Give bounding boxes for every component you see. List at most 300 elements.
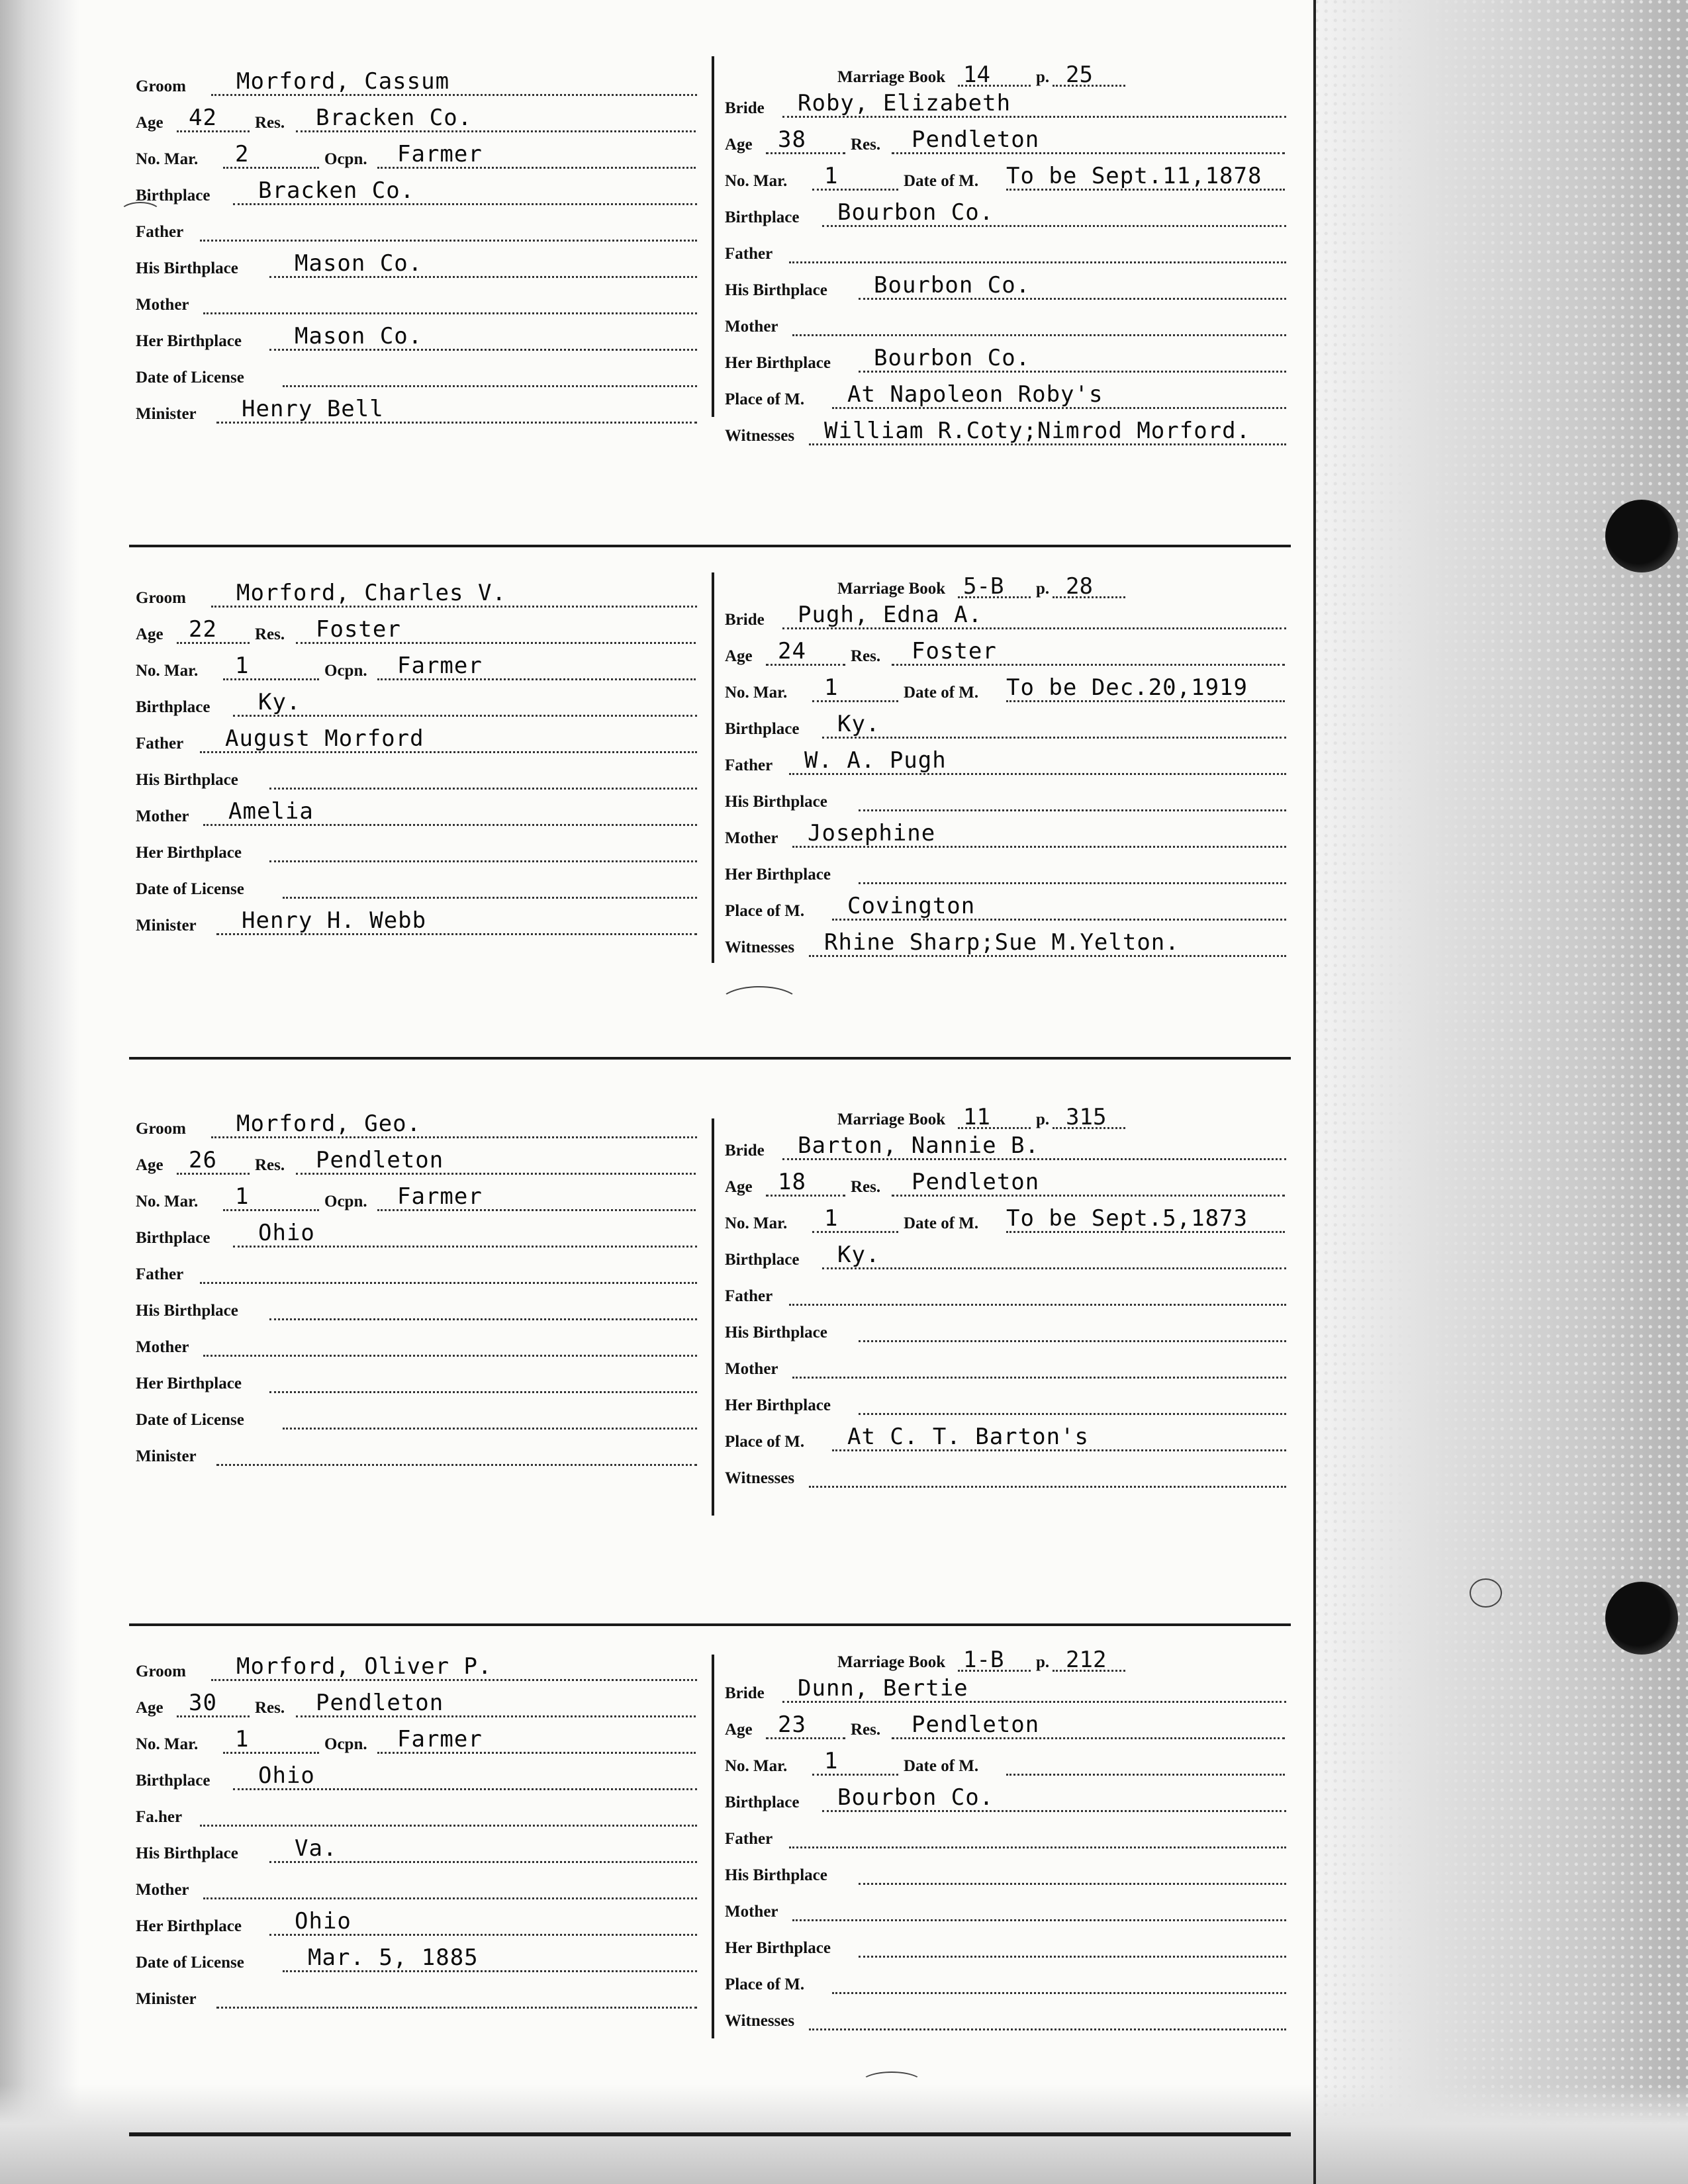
- label-age: Age: [136, 625, 164, 643]
- label-mother: Mother: [725, 318, 778, 336]
- bride-field-row: [725, 1310, 1288, 1346]
- bride-birthplace-value: Ky.: [837, 1242, 880, 1268]
- bride-mother-value: Josephine: [808, 820, 936, 846]
- groom-age-value: 22: [189, 616, 217, 643]
- label-age: Age: [725, 136, 753, 154]
- label-birthplace: Birthplace: [725, 208, 800, 226]
- groom-field-row: [136, 903, 698, 939]
- label-bride: Bride: [725, 611, 765, 629]
- label-witnesses: Witnesses: [725, 938, 795, 956]
- groom-field-row: [136, 612, 698, 648]
- label-res: Res.: [255, 1156, 285, 1174]
- bride-field-row: [725, 1671, 1288, 1707]
- bride-field-row: [725, 925, 1288, 961]
- groom-age-value: 42: [189, 105, 217, 131]
- bride-field-row: [725, 1420, 1288, 1455]
- fill-line: [1006, 1774, 1285, 1776]
- groom-field-row: [136, 758, 698, 794]
- bride-field-row: [725, 341, 1288, 377]
- marriage-book-number: 5-B: [963, 573, 1004, 600]
- fill-line: [859, 1956, 1286, 1958]
- groom-field-row: [136, 867, 698, 903]
- punch-hole-bottom: [1605, 1582, 1678, 1655]
- fill-line: [789, 1304, 1286, 1306]
- label-place-of-m: Place of M.: [725, 1976, 805, 1993]
- groom-field-row: [136, 1107, 698, 1142]
- fill-line: [822, 737, 1286, 739]
- bride-field-row: [725, 852, 1288, 888]
- fill-line: [792, 334, 1286, 336]
- label-minister: Minister: [136, 405, 197, 423]
- fill-line: [269, 1318, 697, 1320]
- bride-name-value: Dunn, Bertie: [798, 1675, 968, 1702]
- record-separator: [129, 1623, 1291, 1626]
- label-place-of-m: Place of M.: [725, 1433, 805, 1451]
- marriage-book-header: [837, 56, 1235, 89]
- label-his-birthplace: His Birthplace: [725, 1324, 827, 1342]
- bride-field-row: [725, 1744, 1288, 1780]
- label-father: Father: [725, 1287, 773, 1305]
- bride-field-row: [725, 122, 1288, 158]
- fill-line: [203, 312, 697, 314]
- label-birthplace: Birthplace: [725, 720, 800, 738]
- bride-age-value: 24: [778, 638, 806, 664]
- fill-line: [203, 1897, 697, 1899]
- bride-date-of-m-value: To be Sept.5,1873: [1006, 1205, 1248, 1232]
- label-birthplace: Birthplace: [136, 1229, 211, 1247]
- bride-witnesses-value: Rhine Sharp;Sue M.Yelton.: [824, 929, 1180, 956]
- bride-no-mar-value: 1: [824, 1748, 839, 1774]
- label-his-birthplace: His Birthplace: [136, 1844, 238, 1862]
- label-father: Father: [725, 756, 773, 774]
- bride-field-row: [725, 159, 1288, 195]
- bride-field-row: [725, 1201, 1288, 1237]
- scan-edge-right: [1314, 0, 1688, 2184]
- fill-line: [203, 1355, 697, 1357]
- label-witnesses: Witnesses: [725, 1469, 795, 1487]
- label-age: Age: [136, 1699, 164, 1717]
- label-age: Age: [136, 1156, 164, 1174]
- bride-field-row: [725, 707, 1288, 743]
- bride-birthplace-value: Ky.: [837, 711, 880, 737]
- label-res: Res.: [255, 625, 285, 643]
- bride-age-value: 18: [778, 1169, 806, 1195]
- label-mother: Mother: [136, 807, 189, 825]
- groom-res-value: Foster: [316, 616, 401, 643]
- bride-field-row: [725, 1780, 1288, 1816]
- bride-res-value: Foster: [912, 638, 997, 664]
- bride-field-row: [725, 268, 1288, 304]
- label-father: Father: [136, 223, 184, 241]
- bride-field-row: [725, 634, 1288, 670]
- bride-field-row: [725, 1383, 1288, 1419]
- label-birthplace: Birthplace: [136, 1772, 211, 1790]
- label-her-birthplace: Her Birthplace: [136, 332, 242, 350]
- bride-date-of-m-value: To be Sept.11,1878: [1006, 163, 1262, 189]
- label-minister: Minister: [136, 1447, 197, 1465]
- label-groom: Groom: [136, 77, 186, 95]
- label-age: Age: [725, 647, 753, 665]
- groom-field-row: [136, 64, 698, 100]
- groom-age-value: 30: [189, 1690, 217, 1716]
- fill-line: [859, 809, 1286, 811]
- fill-line: [283, 385, 697, 387]
- groom-field-row: [136, 576, 698, 612]
- bride-name-value: Barton, Nannie B.: [798, 1132, 1039, 1159]
- bride-field-row: [725, 304, 1288, 340]
- column-divider: [712, 1118, 714, 1516]
- groom-field-row: [136, 1434, 698, 1470]
- label-no-mar: No. Mar.: [725, 1214, 788, 1232]
- fill-line: [283, 1428, 697, 1430]
- label-no-mar: No. Mar.: [136, 150, 199, 168]
- label-her-birthplace: Her Birthplace: [136, 844, 242, 862]
- fill-line: [200, 1825, 697, 1827]
- fill-line: [283, 897, 697, 899]
- scan-edge-left: [0, 0, 79, 2184]
- marriage-book-page: 212: [1066, 1647, 1107, 1673]
- groom-field-row: [136, 283, 698, 318]
- fill-line: [809, 2028, 1286, 2030]
- fill-line: [859, 1340, 1286, 1342]
- bride-name-value: Roby, Elizabeth: [798, 90, 1011, 116]
- label-mother: Mother: [136, 1338, 189, 1356]
- label-page: p.: [1036, 68, 1050, 86]
- label-marriage-book: Marriage Book: [837, 68, 946, 86]
- fill-line: [832, 1992, 1286, 1994]
- bride-field-row: [725, 780, 1288, 815]
- label-father: Father: [136, 1265, 184, 1283]
- bride-field-row: [725, 86, 1288, 122]
- label-his-birthplace: His Birthplace: [136, 259, 238, 277]
- groom-birthplace-value: Ohio: [258, 1762, 315, 1789]
- label-place-of-m: Place of M.: [725, 390, 805, 408]
- groom-name-value: Morford, Geo.: [236, 1111, 422, 1137]
- label-res: Res.: [255, 1699, 285, 1717]
- groom-ocpn-value: Farmer: [397, 653, 483, 679]
- bride-field-row: [725, 1853, 1288, 1889]
- groom-field-row: [136, 1758, 698, 1794]
- label-groom: Groom: [136, 1662, 186, 1680]
- pencil-mark: [861, 2071, 923, 2094]
- groom-field-row: [136, 1649, 698, 1685]
- label-res: Res.: [851, 647, 881, 665]
- label-bride: Bride: [725, 1142, 765, 1160]
- groom-field-row: [136, 1686, 698, 1721]
- label-no-mar: No. Mar.: [725, 172, 788, 190]
- bride-field-row: [725, 670, 1288, 706]
- label-father: Father: [725, 245, 773, 263]
- groom-field-row: [136, 1361, 698, 1397]
- marriage-book-header: [837, 1641, 1235, 1674]
- label-father: Father: [136, 735, 184, 752]
- groom-field-row: [136, 794, 698, 830]
- bride-field-row: [725, 1999, 1288, 2034]
- groom-his-birthplace-value: Va.: [295, 1835, 338, 1862]
- bride-field-row: [725, 1128, 1288, 1164]
- label-bride: Bride: [725, 1684, 765, 1702]
- bride-father-value: W. A. Pugh: [804, 747, 947, 774]
- groom-field-row: [136, 210, 698, 246]
- groom-field-row: [136, 101, 698, 136]
- label-his-birthplace: His Birthplace: [725, 281, 827, 299]
- groom-minister-value: Henry H. Webb: [242, 907, 427, 934]
- bride-res-value: Pendleton: [912, 1711, 1040, 1738]
- groom-ocpn-value: Farmer: [397, 141, 483, 167]
- groom-no-mar-value: 1: [235, 1726, 250, 1752]
- label-her-birthplace: Her Birthplace: [136, 1917, 242, 1935]
- bride-his-birthplace-value: Bourbon Co.: [874, 272, 1031, 298]
- groom-field-row: [136, 1722, 698, 1758]
- groom-her-birthplace-value: Mason Co.: [295, 323, 423, 349]
- bride-witnesses-value: William R.Coty;Nimrod Morford.: [824, 418, 1251, 444]
- fill-line: [859, 1883, 1286, 1885]
- groom-field-row: [136, 831, 698, 866]
- groom-birthplace-value: Ky.: [258, 689, 301, 715]
- groom-field-row: [136, 246, 698, 282]
- bride-res-value: Pendleton: [912, 1169, 1040, 1195]
- groom-res-value: Bracken Co.: [316, 105, 473, 131]
- bride-date-of-m-value: To be Dec.20,1919: [1006, 674, 1248, 701]
- label-page: p.: [1036, 580, 1050, 598]
- bride-field-row: [725, 1238, 1288, 1273]
- bride-her-birthplace-value: Bourbon Co.: [874, 345, 1031, 371]
- groom-res-value: Pendleton: [316, 1690, 444, 1716]
- groom-field-row: [136, 1977, 698, 2013]
- label-mother: Mother: [725, 1903, 778, 1921]
- groom-date-of-license-value: Mar. 5, 1885: [308, 1944, 479, 1971]
- label-date-of-m: Date of M.: [904, 172, 979, 190]
- bride-place-of-m-value: At C. T. Barton's: [847, 1424, 1089, 1450]
- label-her-birthplace: Her Birthplace: [725, 354, 831, 372]
- fill-line: [233, 715, 697, 717]
- label-res: Res.: [851, 136, 881, 154]
- label-her-birthplace: Her Birthplace: [725, 866, 831, 884]
- groom-no-mar-value: 1: [235, 653, 250, 679]
- groom-no-mar-value: 2: [235, 141, 250, 167]
- bride-field-row: [725, 1274, 1288, 1310]
- groom-field-row: [136, 319, 698, 355]
- groom-ocpn-value: Farmer: [397, 1726, 483, 1752]
- label-marriage-book: Marriage Book: [837, 580, 946, 598]
- fill-line: [216, 2007, 697, 2009]
- bride-field-row: [725, 598, 1288, 633]
- groom-field-row: [136, 1252, 698, 1288]
- groom-birthplace-value: Ohio: [258, 1220, 315, 1246]
- label-witnesses: Witnesses: [725, 427, 795, 445]
- bride-field-row: [725, 232, 1288, 267]
- label-date-of-license: Date of License: [136, 1954, 244, 1972]
- fill-line: [200, 1282, 697, 1284]
- label-no-mar: No. Mar.: [136, 1193, 199, 1210]
- groom-field-row: [136, 1179, 698, 1215]
- bride-birthplace-value: Bourbon Co.: [837, 199, 994, 226]
- bride-field-row: [725, 1165, 1288, 1201]
- bride-field-row: [725, 1926, 1288, 1962]
- groom-mother-value: Amelia: [228, 798, 314, 825]
- label-his-birthplace: His Birthplace: [725, 793, 827, 811]
- label-no-mar: No. Mar.: [136, 662, 199, 680]
- label-her-birthplace: Her Birthplace: [136, 1375, 242, 1392]
- groom-field-row: [136, 1940, 698, 1976]
- label-birthplace: Birthplace: [725, 1251, 800, 1269]
- fill-line: [200, 240, 697, 242]
- label-date-of-license: Date of License: [136, 369, 244, 387]
- groom-name-value: Morford, Cassum: [236, 68, 450, 95]
- label-date-of-m: Date of M.: [904, 684, 979, 702]
- groom-field-row: [136, 173, 698, 209]
- groom-field-row: [136, 137, 698, 173]
- label-res: Res.: [255, 114, 285, 132]
- label-date-of-license: Date of License: [136, 1411, 244, 1429]
- bride-field-row: [725, 414, 1288, 449]
- groom-field-row: [136, 1325, 698, 1361]
- label-ocpn: Ocpn.: [324, 150, 367, 168]
- label-bride: Bride: [725, 99, 765, 117]
- groom-father-value: August Morford: [225, 725, 424, 752]
- page-bottom-rule: [129, 2132, 1291, 2136]
- fill-line: [269, 788, 697, 790]
- label-her-birthplace: Her Birthplace: [725, 1939, 831, 1957]
- groom-field-row: [136, 1289, 698, 1324]
- pencil-mark: [718, 986, 800, 1022]
- label-date-of-license: Date of License: [136, 880, 244, 898]
- label-marriage-book: Marriage Book: [837, 1111, 946, 1128]
- bride-age-value: 23: [778, 1711, 806, 1738]
- marriage-book-number: 14: [963, 62, 990, 88]
- bride-field-row: [725, 1456, 1288, 1492]
- label-mother: Mother: [725, 829, 778, 847]
- groom-ocpn-value: Farmer: [397, 1183, 483, 1210]
- bride-res-value: Pendleton: [912, 126, 1040, 153]
- fill-line: [792, 1377, 1286, 1379]
- label-no-mar: No. Mar.: [136, 1735, 199, 1753]
- groom-age-value: 26: [189, 1147, 217, 1173]
- label-groom: Groom: [136, 1120, 186, 1138]
- fill-line: [269, 1391, 697, 1393]
- groom-field-row: [136, 1398, 698, 1433]
- bride-field-row: [725, 1889, 1288, 1925]
- groom-field-row: [136, 1216, 698, 1251]
- bride-field-row: [725, 1347, 1288, 1383]
- label-witnesses: Witnesses: [725, 2012, 795, 2030]
- bride-field-row: [725, 1707, 1288, 1743]
- record-separator: [129, 545, 1291, 547]
- groom-no-mar-value: 1: [235, 1183, 250, 1210]
- bride-field-row: [725, 1962, 1288, 1998]
- label-groom: Groom: [136, 589, 186, 607]
- groom-field-row: [136, 1795, 698, 1831]
- label-father: Fa.her: [136, 1808, 183, 1826]
- groom-field-row: [136, 1904, 698, 1940]
- label-his-birthplace: His Birthplace: [136, 771, 238, 789]
- groom-field-row: [136, 1143, 698, 1179]
- groom-field-row: [136, 649, 698, 684]
- marriage-book-page: 25: [1066, 62, 1093, 88]
- fill-line: [792, 1919, 1286, 1921]
- label-birthplace: Birthplace: [136, 698, 211, 716]
- groom-field-row: [136, 721, 698, 757]
- bride-place-of-m-value: At Napoleon Roby's: [847, 381, 1103, 408]
- groom-name-value: Morford, Charles V.: [236, 580, 506, 606]
- label-mother: Mother: [725, 1360, 778, 1378]
- marriage-book-number: 11: [963, 1104, 990, 1130]
- fill-line: [216, 1464, 697, 1466]
- bride-age-value: 38: [778, 126, 806, 153]
- label-ocpn: Ocpn.: [324, 662, 367, 680]
- label-birthplace: Birthplace: [136, 187, 211, 205]
- label-no-mar: No. Mar.: [725, 684, 788, 702]
- label-marriage-book: Marriage Book: [837, 1653, 946, 1671]
- fill-line: [809, 1486, 1286, 1488]
- record-separator: [129, 1057, 1291, 1060]
- label-his-birthplace: His Birthplace: [725, 1866, 827, 1884]
- label-minister: Minister: [136, 917, 197, 934]
- groom-field-row: [136, 392, 698, 428]
- bride-field-row: [725, 1817, 1288, 1852]
- groom-minister-value: Henry Bell: [242, 396, 384, 422]
- label-res: Res.: [851, 1721, 881, 1739]
- column-divider: [712, 1655, 714, 2038]
- fill-line: [859, 882, 1286, 884]
- label-birthplace: Birthplace: [725, 1794, 800, 1811]
- marriage-book-page: 28: [1066, 573, 1093, 600]
- fill-line: [822, 1267, 1286, 1269]
- label-age: Age: [725, 1721, 753, 1739]
- groom-field-row: [136, 1831, 698, 1867]
- label-page: p.: [1036, 1653, 1050, 1671]
- marriage-book-page: 315: [1066, 1104, 1107, 1130]
- label-father: Father: [725, 1830, 773, 1848]
- fill-line: [269, 860, 697, 862]
- bride-name-value: Pugh, Edna A.: [798, 602, 983, 628]
- groom-his-birthplace-value: Mason Co.: [295, 250, 423, 277]
- groom-field-row: [136, 1868, 698, 1903]
- bride-no-mar-value: 1: [824, 163, 839, 189]
- label-mother: Mother: [136, 1881, 189, 1899]
- label-res: Res.: [851, 1178, 881, 1196]
- label-age: Age: [725, 1178, 753, 1196]
- marriage-book-header: [837, 1099, 1235, 1132]
- pencil-mark: [1470, 1578, 1502, 1608]
- bride-birthplace-value: Bourbon Co.: [837, 1784, 994, 1811]
- fill-line: [789, 261, 1286, 263]
- bride-field-row: [725, 195, 1288, 231]
- label-no-mar: No. Mar.: [725, 1757, 788, 1775]
- punch-hole-top: [1605, 500, 1678, 572]
- groom-res-value: Pendleton: [316, 1147, 444, 1173]
- column-divider: [712, 56, 714, 417]
- bride-field-row: [725, 377, 1288, 413]
- groom-her-birthplace-value: Ohio: [295, 1908, 352, 1934]
- label-date-of-m: Date of M.: [904, 1214, 979, 1232]
- label-mother: Mother: [136, 296, 189, 314]
- page-right-border: [1313, 0, 1316, 2184]
- groom-birthplace-value: Bracken Co.: [258, 177, 415, 204]
- groom-name-value: Morford, Oliver P.: [236, 1653, 492, 1680]
- fill-line: [859, 1413, 1286, 1415]
- bride-field-row: [725, 816, 1288, 852]
- bride-no-mar-value: 1: [824, 674, 839, 701]
- label-ocpn: Ocpn.: [324, 1193, 367, 1210]
- label-page: p.: [1036, 1111, 1050, 1128]
- bride-field-row: [725, 743, 1288, 779]
- label-date-of-m: Date of M.: [904, 1757, 979, 1775]
- groom-field-row: [136, 355, 698, 391]
- label-ocpn: Ocpn.: [324, 1735, 367, 1753]
- bride-place-of-m-value: Covington: [847, 893, 976, 919]
- label-place-of-m: Place of M.: [725, 902, 805, 920]
